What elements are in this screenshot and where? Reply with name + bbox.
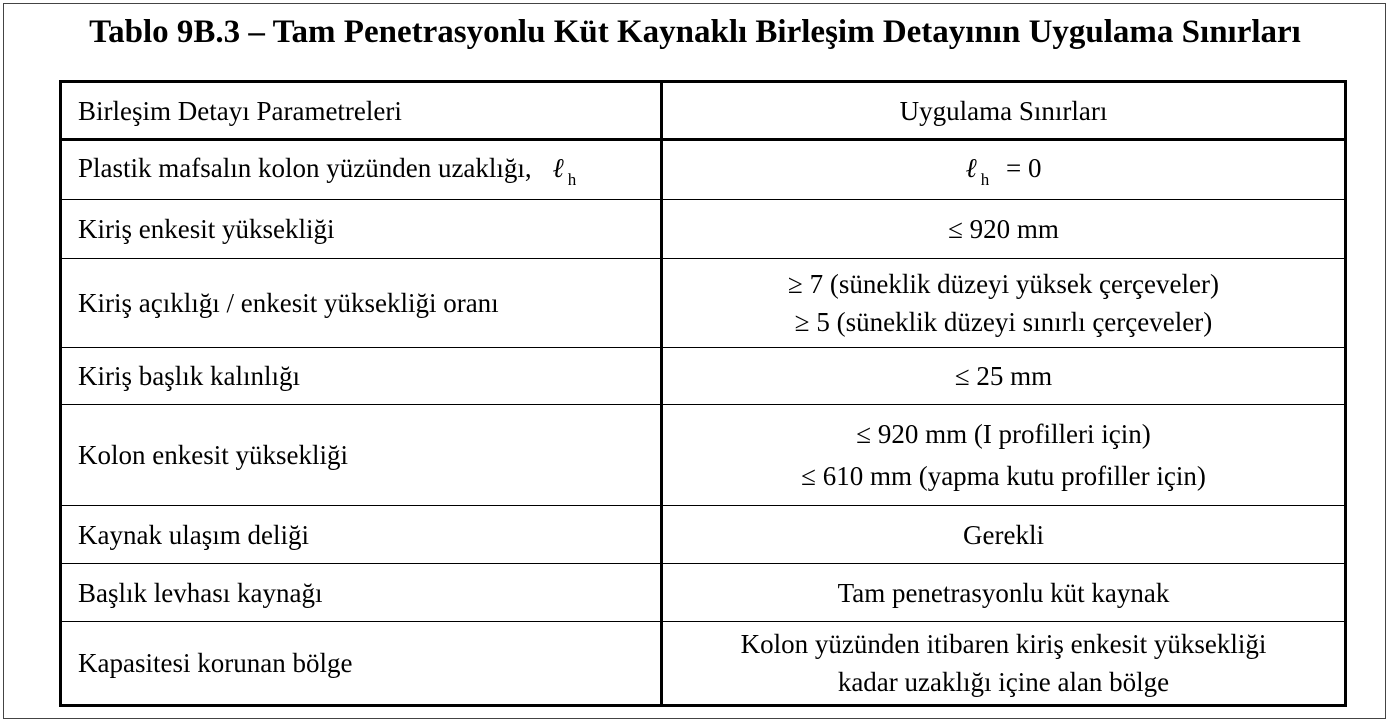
limit-line: ≥ 7 (süneklik düzeyi yüksek çerçeveler) xyxy=(788,269,1219,299)
table-header-row xyxy=(61,82,1346,140)
table-row xyxy=(61,506,1346,564)
table-title: Tablo 9B.3 – Tam Penetrasyonlu Küt Kaynaklı Birleşim Detayının Uygulama Sınırları xyxy=(89,14,1301,50)
row-limit xyxy=(662,622,1346,706)
limit-symbol: ℓ xyxy=(965,153,977,184)
table-row xyxy=(61,622,1346,706)
row-limit: ≤ 25 mm xyxy=(662,348,1346,405)
limit-line: ≤ 920 mm (I profilleri için) xyxy=(856,419,1151,449)
row-limit: ≤ 920 mm xyxy=(662,200,1346,259)
limit-line: ≤ 610 mm (yapma kutu profiller için) xyxy=(801,461,1206,491)
param-symbol: ℓ xyxy=(552,153,564,184)
row-limit: Gerekli xyxy=(662,506,1346,564)
row-limit xyxy=(662,259,1346,348)
header-parameters: Birleşim Detayı Parametreleri xyxy=(61,82,662,140)
limit-line: ≥ 5 (süneklik düzeyi sınırlı çerçeveler) xyxy=(794,307,1213,337)
row-limit xyxy=(662,140,1346,200)
row-param: Kiriş başlık kalınlığı xyxy=(61,348,662,405)
table-row xyxy=(61,200,1346,259)
table-row xyxy=(61,564,1346,622)
row-param: Başlık levhası kaynağı xyxy=(61,564,662,622)
table-row xyxy=(61,140,1346,200)
limit-line: Kolon yüzünden itibaren kiriş enkesit yüksekliği xyxy=(740,629,1267,659)
row-param: Kapasitesi korunan bölge xyxy=(61,622,662,706)
row-param: Kiriş açıklığı / enkesit yüksekliği oranı xyxy=(61,259,662,348)
table-row xyxy=(61,348,1346,405)
row-limit: Tam penetrasyonlu küt kaynak xyxy=(662,564,1346,622)
param-text: Plastik mafsalın kolon yüzünden uzaklığı, xyxy=(78,153,532,183)
header-limits: Uygulama Sınırları xyxy=(662,82,1346,140)
table-row xyxy=(61,405,1346,506)
limit-expression: = 0 xyxy=(1006,153,1042,183)
table-row xyxy=(61,259,1346,348)
row-param xyxy=(61,140,662,200)
row-param: Kaynak ulaşım deliği xyxy=(61,506,662,564)
application-limits-table xyxy=(59,80,1347,707)
param-subscript: h xyxy=(567,170,577,189)
row-param: Kiriş enkesit yüksekliği xyxy=(61,200,662,259)
limit-line: kadar uzaklığı içine alan bölge xyxy=(837,667,1170,697)
row-param: Kolon enkesit yüksekliği xyxy=(61,405,662,506)
limit-subscript: h xyxy=(980,170,990,189)
row-limit xyxy=(662,405,1346,506)
